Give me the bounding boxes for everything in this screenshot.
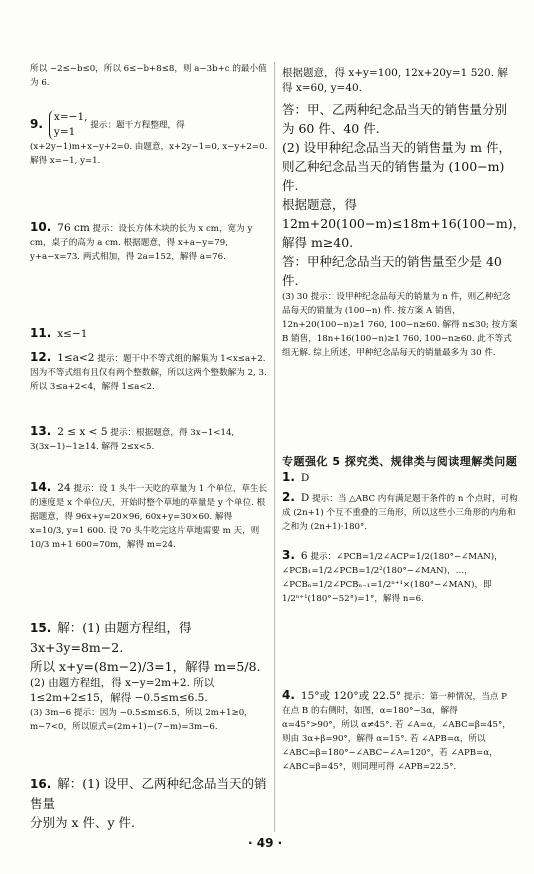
question-13: 13. 2 ≤ x < 5 提示：根据题意，得 3x−1<14, 3(3x−1)−1≥14. 解得 2≤x<5. [30, 424, 235, 452]
answer-3: 3. 6 提示：∠PCB=1/2∠ACP=1/2(180°−∠MAN)，∠PCB₁=1/2∠PCB=1/2²(180°−∠MAN)，…，∠PCBₙ=1/2∠PCBₙ₋₁=1/2ⁿ⁺¹×(180°−∠MAN)，即 1/2ⁿ⁺¹(180°−52°)=1°，解得 n=6. [282, 548, 503, 604]
page-number: · 49 · [248, 836, 283, 850]
question-16: 16. 解：(1) 设甲、乙两种纪念品当天的销售量 分别为 x 件、y 件. [30, 776, 267, 830]
question-14: 14. 24 提示：设 1 头牛一天吃的草量为 1 个单位，草生长的速度是 x 个单位/天，开始时整个草地的草量是 y 个单位. 根据题意，得 96x+y=20×96, 60x+y=30×60. 解得 x=10/3, y=1 600. 设 70 头牛吃完这片草地需要 m 天，则 10/3 m+1 600=70m，解得 m=24. [30, 480, 268, 550]
question-11: 11. x≤−1 [30, 326, 88, 340]
question-12: 12. 1≤a<2 提示：题干中不等式组的解集为 1<x≤a+2. 因为不等式组有且仅有两个整数解，所以这两个整数解为 2, 3. 所以 3≤a+2<4，解得 1≤a<2. [30, 350, 267, 392]
answer-2: 2. D 提示：当 △ABC 内有满足题干条件的 n 个点时，可构成 (2n+1) 个互不重叠的三角形，所以这些小三角形的内角和之和为 (2n+1)·180°. [282, 490, 518, 532]
answer-4: 4. 15°或 120°或 22.5° 提示：第一种情况，当点 P 在点 B 的右侧时，如图，α=180°−3α，解得 α=45°>90°，所以 α≠45°. 若 ∠A=α，∠ABC=β=45°，则由 3α+β=90°，解得 α=15°. 若 ∠APB=α，所以 ∠ABC=β=180°−∠ABC−∠A=120°，若 ∠APB=α，∠ABC=β=45°，则同理可得 ∠APB=22.5°. [282, 688, 511, 772]
answer-1: 1. D [282, 470, 310, 484]
column-divider [274, 62, 275, 832]
q8-tail: 所以 −2≤−b≤0，所以 6≤−b+8≤8，则 a−3b+c 的最小值为 6. [30, 64, 267, 88]
equation-system: x=−1, y=1 [49, 110, 88, 140]
section-heading: 专题强化 5 探究类、规律类与阅读理解类问题 [282, 455, 518, 468]
q16-continued: 根据题意，得 x+y=100, 12x+20y=1 520. 解得 x=60, y=40. 答：甲、乙两种纪念品当天的销售量分别为 60 件、40 件. (2) 设甲种纪念品当天的销售量为 m 件，则乙种纪念品当天的销售量为 (100−m) 件. 根据题意，得 12m+20(100−m)≤18m+16(100−m)，解得 m≥40. 答：甲种纪念品当天的销售量至少是 40 件. (3) 30 提示：设甲种纪念品每天的销量为 n 件，则乙种纪念品每天的销量为 (100−n) 件. 按方案 A 销售，12n+20(100−n)≥1 760, 100−n≥60. 解得 n≤30; 按方案 B 销售，18n+16(100−n)≥1 760, 100−n≥60. 此不等式组无解. 综上所述，甲种纪念品每天的销量最多为 30 件. [282, 67, 526, 358]
question-10: 10. 76 cm 提示：设长方体木块的长为 x cm，宽为 y cm，桌子的高为 a cm. 根据题意，得 x+a−y=79, y+a−x=73. 两式相加，得 2a=152，解得 a=76. [30, 220, 253, 262]
question-9: 9. x=−1, y=1 提示：题干方程整理，得(x+2y−1)m+x−y+2=0. 由题意，x+2y−1=0, x−y+2=0. 解得 x=−1, y=1. [30, 111, 268, 166]
question-15: 15. 解：(1) 由题方程组，得 3x+3y=8m−2. 所以 x+y=(8m−2)/3=1，解得 m=5/8. (2) 由题方程组，得 x−y=2m+2. 所以 1≤2m+2≤15，解得 −0.5≤m≤6.5. (3) 3m−6 提示：因为 −0.5≤m≤6.5，所以 2m+1≥0，m−7<0，所以原式=(2m+1)−(7−m)=3m−6. [30, 620, 261, 732]
